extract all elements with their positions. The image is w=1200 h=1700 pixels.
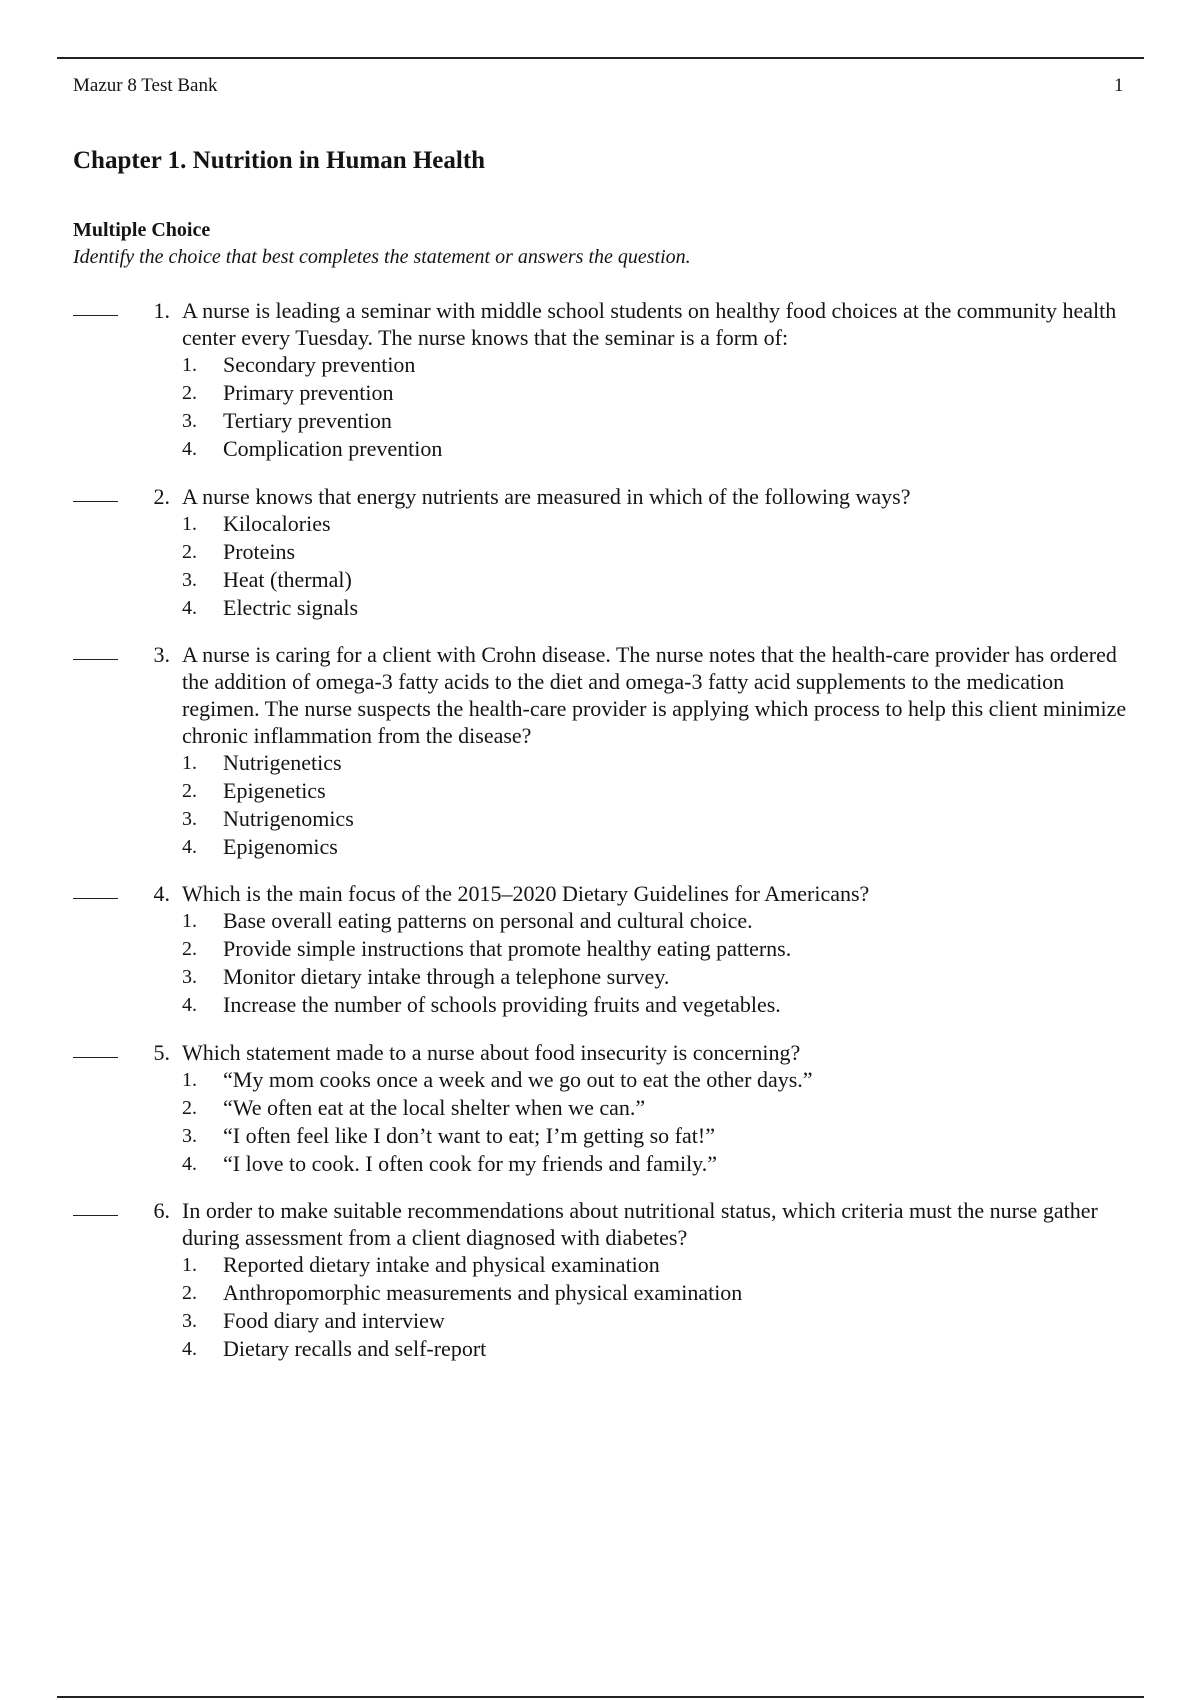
answer-option: 4. Dietary recalls and self-report — [182, 1336, 487, 1361]
bottom-rule — [57, 1696, 1144, 1698]
answer-option: 1. Base overall eating patterns on personal and cultural choice. — [182, 908, 753, 933]
section-instructions: Identify the choice that best completes the statement or answers the question. — [73, 246, 691, 268]
answer-option: 2. Anthropomorphic measurements and physical examination — [182, 1280, 743, 1305]
question-stem: A nurse is caring for a client with Crohn disease. The nurse notes that the health-care provider has ordered the addition of omega-3 fatty acids to the diet and omega-3 fatty acid supplements to the medication regimen. The nurse suspects the health-care provider is applying which process to help this client minimize chronic inflammation from the disease? — [182, 642, 1127, 748]
answer-options — [182, 749, 1147, 861]
answer-blank[interactable] — [73, 1057, 118, 1058]
answer-option: 1. Kilocalories — [182, 511, 331, 536]
answer-option: 3. Heat (thermal) — [182, 567, 352, 592]
answer-blank[interactable] — [73, 898, 118, 899]
answer-option: 2. Primary prevention — [182, 380, 394, 405]
answer-option: 4. “I love to cook. I often cook for my friends and family.” — [182, 1151, 718, 1176]
answer-option: 1. “My mom cooks once a week and we go out to eat the other days.” — [182, 1067, 813, 1092]
answer-option: 1. Reported dietary intake and physical examination — [182, 1252, 660, 1277]
answer-options — [182, 1251, 1147, 1363]
question-stem: In order to make suitable recommendations about nutritional status, which criteria must the nurse gather during assessment from a client diagnosed with diabetes? — [182, 1198, 1098, 1250]
answer-options — [182, 351, 1147, 463]
question-stem: A nurse knows that energy nutrients are measured in which of the following ways? — [182, 484, 911, 509]
answer-option: 3. Tertiary prevention — [182, 408, 392, 433]
chapter-title: Chapter 1. Nutrition in Human Health — [73, 147, 486, 174]
question-number: 1. — [153, 298, 170, 323]
section-title: Multiple Choice — [73, 219, 211, 241]
answer-option: 1. Secondary prevention — [182, 352, 416, 377]
answer-blank[interactable] — [73, 1215, 118, 1216]
question-number: 3. — [153, 642, 170, 667]
answer-options — [182, 1066, 1147, 1178]
question-number: 6. — [153, 1198, 170, 1223]
question-number: 5. — [153, 1040, 170, 1065]
answer-option: 4. Electric signals — [182, 595, 359, 620]
answer-option: 4. Complication prevention — [182, 436, 443, 461]
question-number: 2. — [153, 484, 170, 509]
answer-option: 3. “I often feel like I don’t want to eat; I’m getting so fat!” — [182, 1123, 715, 1148]
question-stem: Which is the main focus of the 2015–2020 Dietary Guidelines for Americans? — [182, 881, 870, 906]
answer-option: 2. Epigenetics — [182, 778, 326, 803]
answer-option: 3. Nutrigenomics — [182, 806, 354, 831]
question-stem: A nurse is leading a seminar with middle school students on healthy food choices at the community health center every Tuesday. The nurse knows that the seminar is a form of: — [182, 298, 1117, 350]
answer-options — [182, 907, 1147, 1019]
answer-option: 3. Food diary and interview — [182, 1308, 445, 1333]
answer-blank[interactable] — [73, 501, 118, 502]
top-rule — [57, 57, 1144, 59]
answer-option: 3. Monitor dietary intake through a telephone survey. — [182, 964, 670, 989]
question-number: 4. — [153, 881, 170, 906]
question-stem: Which statement made to a nurse about food insecurity is concerning? — [182, 1040, 801, 1065]
page-number: 1 — [1114, 75, 1124, 96]
answer-option: 2. Provide simple instructions that promote healthy eating patterns. — [182, 936, 792, 961]
answer-option: 1. Nutrigenetics — [182, 750, 342, 775]
running-header: Mazur 8 Test Bank — [73, 75, 218, 96]
answer-option: 4. Epigenomics — [182, 834, 338, 859]
answer-option: 4. Increase the number of schools providing fruits and vegetables. — [182, 992, 781, 1017]
answer-blank[interactable] — [73, 659, 118, 660]
answer-option: 2. “We often eat at the local shelter when we can.” — [182, 1095, 646, 1120]
answer-option: 2. Proteins — [182, 539, 296, 564]
answer-blank[interactable] — [73, 315, 118, 316]
answer-options — [182, 510, 1147, 622]
